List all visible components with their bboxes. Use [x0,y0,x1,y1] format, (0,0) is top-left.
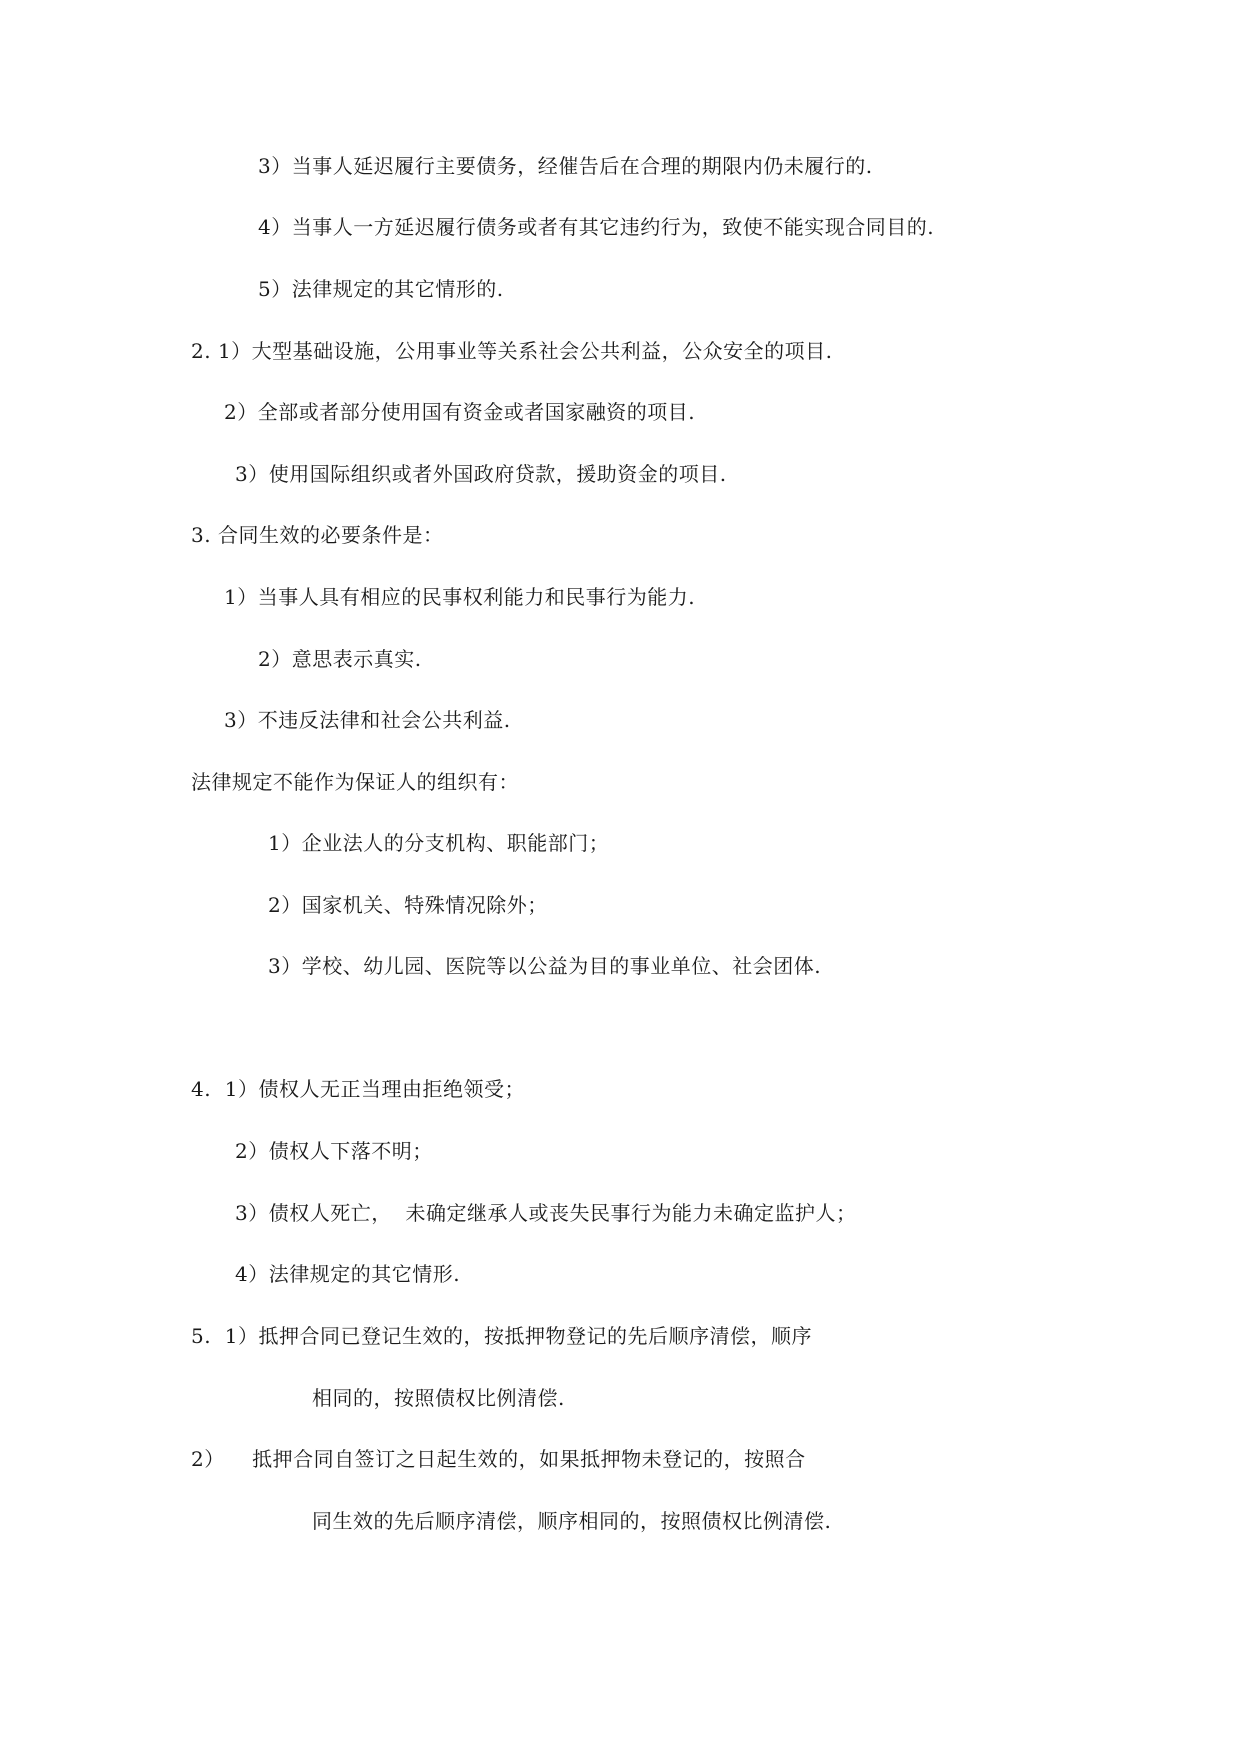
text-line: 4. 1）债权人无正当理由拒绝领受； [191,1077,526,1101]
text-line: 2）债权人下落不明； [235,1139,433,1163]
text-line: 2）全部或者部分使用国有资金或者国家融资的项目. [224,400,696,424]
text-line: 4）法律规定的其它情形. [235,1262,461,1286]
text-line: 2）国家机关、特殊情况除外； [268,893,548,917]
text-line: 3）使用国际组织或者外国政府贷款，援助资金的项目. [235,462,727,486]
text-line: 5. 1）抵押合同已登记生效的，按抵押物登记的先后顺序清偿，顺序 [191,1324,813,1348]
text-line: 2. 1）大型基础设施，公用事业等关系社会公共利益，公众安全的项目. [191,339,833,363]
text-line: 1）企业法人的分支机构、职能部门； [268,831,610,855]
text-line: 2）意思表示真实. [258,647,422,671]
text-line: 5）法律规定的其它情形的. [258,277,504,301]
text-line: 3）债权人死亡， 未确定继承人或丧失民事行为能力未确定监护人； [235,1201,857,1225]
text-line: 3. 合同生效的必要条件是： [191,523,444,547]
text-line: 2） 抵押合同自签订之日起生效的，如果抵押物未登记的，按照合 [191,1447,806,1471]
text-line: 3）学校、幼儿园、医院等以公益为目的事业单位、社会团体. [268,954,822,978]
text-line: 3）当事人延迟履行主要债务，经催告后在合理的期限内仍未履行的. [258,154,873,178]
text-line: 1）当事人具有相应的民事权利能力和民事行为能力. [224,585,696,609]
text-line: 法律规定不能作为保证人的组织有： [191,770,519,794]
text-line: 4）当事人一方延迟履行债务或者有其它违约行为，致使不能实现合同目的. [258,215,935,239]
text-line: 相同的，按照债权比例清偿. [312,1386,565,1410]
text-line: 3）不违反法律和社会公共利益. [224,708,511,732]
text-line: 同生效的先后顺序清偿，顺序相同的，按照债权比例清偿. [312,1509,832,1533]
